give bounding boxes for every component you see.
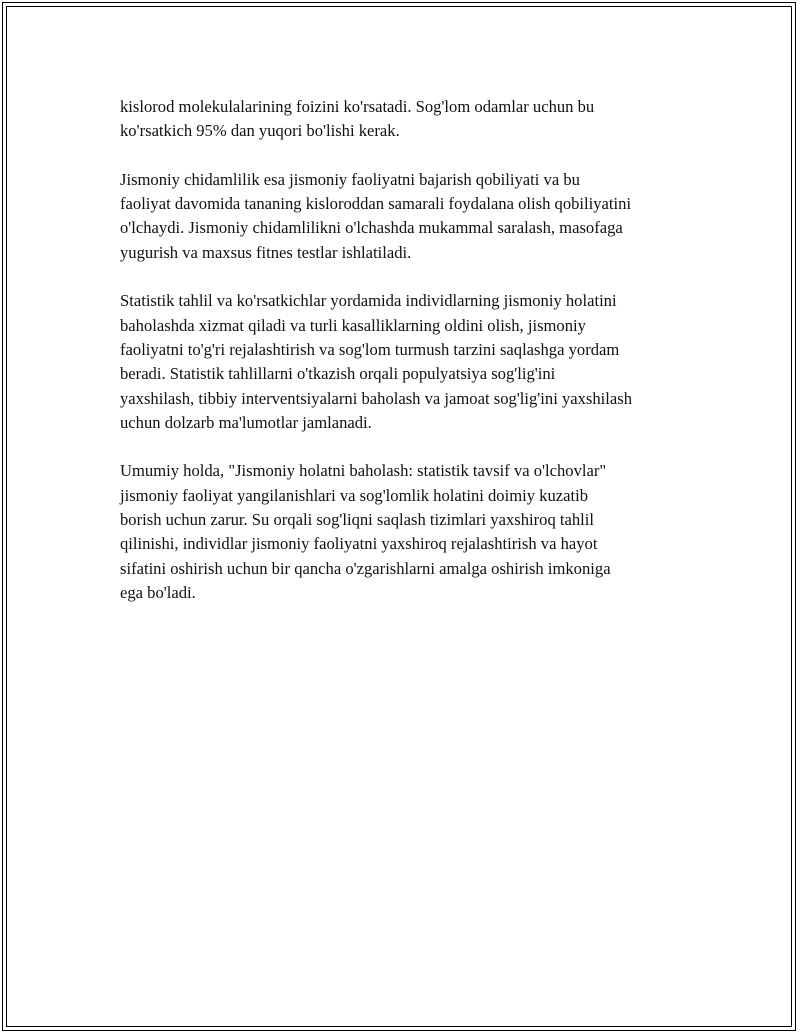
paragraph-line: beradi. Statistik tahlillarni o'tkazish orqali populyatsiya sog'lig'ini xyxy=(120,364,556,384)
paragraph-line: ko'rsatkich 95% dan yuqori bo'lishi kerak. xyxy=(120,121,400,141)
paragraph-3 xyxy=(120,289,700,435)
document-body xyxy=(120,95,700,630)
paragraph-line: borish uchun zarur. Su orqali sog'liqni saqlash tizimlari yaxshiroq tahlil xyxy=(120,510,594,530)
paragraph-line: sifatini oshirish uchun bir qancha o'zgarishlarni amalga oshirish imkoniga xyxy=(120,558,611,578)
paragraph-2 xyxy=(120,168,700,265)
paragraph-line: faoliyatni to'g'ri rejalashtirish va sog'lom turmush tarzini saqlashga yordam xyxy=(120,339,620,359)
paragraph-line: o'lchaydi. Jismoniy chidamlilikni o'lchashda mukammal saralash, masofaga xyxy=(120,218,623,238)
paragraph-line: yugurish va maxsus fitnes testlar ishlatiladi. xyxy=(120,242,412,262)
paragraph-1 xyxy=(120,95,700,144)
paragraph-line: jismoniy faoliyat yangilanishlari va sog'lomlik holatini doimiy kuzatib xyxy=(120,485,589,505)
paragraph-line: qilinishi, individlar jismoniy faoliyatni yaxshiroq rejalashtirish va hayot xyxy=(120,534,598,554)
paragraph-4 xyxy=(120,459,700,605)
paragraph-line: Jismoniy chidamlilik esa jismoniy faoliyatni bajarish qobiliyati va bu xyxy=(120,169,580,189)
paragraph-line: Umumiy holda, "Jismoniy holatni baholash: statistik tavsif va o'lchovlar" xyxy=(120,461,607,481)
paragraph-line: Statistik tahlil va ko'rsatkichlar yordamida individlarning jismoniy holatini xyxy=(120,291,617,311)
document-page xyxy=(2,2,796,1031)
paragraph-line: baholashda xizmat qiladi va turli kasalliklarning oldini olish, jismoniy xyxy=(120,315,586,335)
paragraph-line: faoliyat davomida tananing kisloroddan samarali foydalana olish qobiliyatini xyxy=(120,194,632,214)
paragraph-line: yaxshilash, tibbiy interventsiyalarni baholash va jamoat sog'lig'ini yaxshilash xyxy=(120,388,632,408)
paragraph-line: uchun dolzarb ma'lumotlar jamlanadi. xyxy=(120,412,372,432)
paragraph-line: ega bo'ladi. xyxy=(120,582,196,602)
paragraph-line: kislorod molekulalarining foizini ko'rsatadi. Sog'lom odamlar uchun bu xyxy=(120,97,595,116)
